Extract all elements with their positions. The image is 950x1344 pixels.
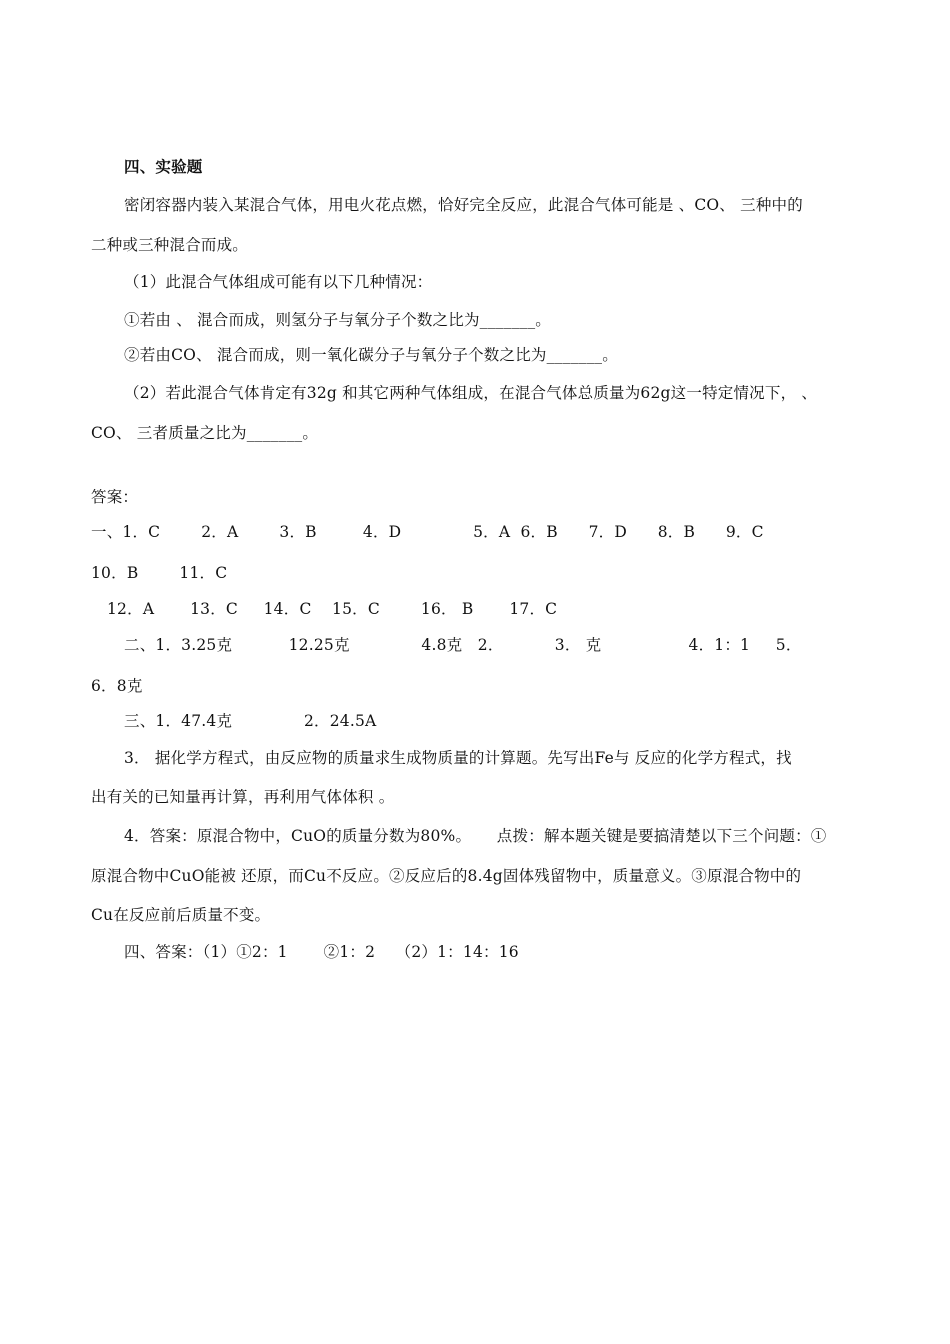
answers-row-2: 10．B 11．C (91, 564, 228, 582)
final-answers: 四、答案：（1）①2：1 ②1：2 （2）1：14：16 (124, 943, 519, 961)
question-1a: ①若由 、 混合而成，则氢分子与氧分子个数之比为_______。 (124, 311, 552, 329)
answer-4-line-3: Cu在反应前后质量不变。 (91, 906, 271, 924)
answers-label: 答案： (91, 488, 139, 506)
answer-4-line-1: 4．答案：原混合物中，CuO的质量分数为80%。 点拨：解本题关键是要搞清楚以下三个问题：① (124, 827, 827, 845)
answers-row-6: 三、1．47.4克 2．24.5A (124, 712, 377, 730)
answer-3-line-2: 出有关的已知量再计算，再利用气体体积 。 (91, 788, 395, 806)
answers-row-4: 二、1．3.25克 12.25克 4.8克 2． 3． 克 4．1：1 5． (124, 636, 802, 654)
answers-row-1: 一、1．C 2．A 3．B 4．D 5．A 6．B 7．D 8．B 9．C (91, 523, 764, 541)
question-1: （1）此混合气体组成可能有以下几种情况： (124, 273, 433, 291)
question-2-line-1: （2）若此混合气体肯定有32g 和其它两种气体组成，在混合气体总质量为62g这一特定情况下， 、 (124, 384, 818, 402)
answer-4-line-2: 原混合物中CuO能被 还原，而Cu不反应。②反应后的8.4g固体残留物中，质量意义。③原混合物中的 (91, 867, 802, 885)
section-heading: 四、实验题 (124, 158, 203, 176)
answer-3-line-1: 3． 据化学方程式，由反应物的质量求生成物质量的计算题。先写出Fe与 反应的化学方程式，找 (124, 749, 792, 767)
intro-line-2: 二种或三种混合而成。 (91, 236, 249, 254)
answers-row-5: 6．8克 (91, 677, 143, 695)
question-2-line-2: CO、 三者质量之比为_______。 (91, 424, 319, 442)
intro-line-1: 密闭容器内装入某混合气体，用电火花点燃，恰好完全反应，此混合气体可能是 、CO、 三种中的 (124, 196, 803, 214)
answers-row-3: 12．A 13．C 14．C 15．C 16． B 17．C (107, 600, 558, 618)
question-1b: ②若由CO、 混合而成，则一氧化碳分子与氧分子个数之比为_______。 (124, 346, 618, 364)
